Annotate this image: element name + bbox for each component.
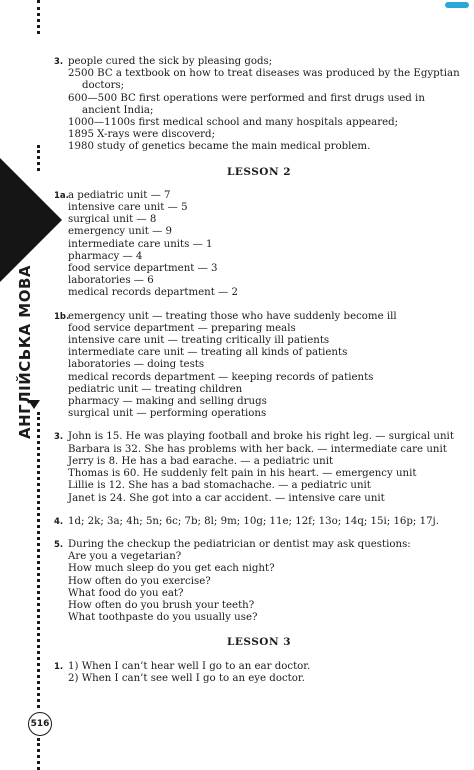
answer-line: pharmacy — 4 [68, 250, 143, 262]
answer-line: 1980 study of genetics became the main medical problem. [68, 141, 371, 153]
answer-line: emergency unit — treating those who have suddenly become ill [68, 310, 397, 322]
answer-line: 1000—1100s first medical school and many hospitals appeared; [68, 117, 399, 129]
answer-line: 2500 BC a textbook on how to treat diseases was produced by the Egyptian doctors; [68, 68, 460, 92]
answer-line: laboratories — 6 [68, 275, 154, 287]
answer-line: pharmacy — making and selling drugs [68, 396, 267, 408]
item-number: 1a. [54, 190, 69, 201]
answer-line: What food do you eat? [68, 587, 184, 599]
answer-line: Are you a vegetarian? [68, 551, 182, 563]
answer-key-content [54, 56, 464, 685]
item-number: 4. [54, 516, 64, 527]
answer-block-4 [54, 516, 464, 528]
answer-block-1b [54, 311, 464, 421]
answer-line: surgical unit — 8 [68, 214, 157, 226]
answer-line: laboratories — doing tests [68, 359, 205, 371]
answer-block-l3-1 [54, 661, 464, 685]
answer-line: intensive care unit — 5 [68, 202, 188, 214]
answer-line: 1895 X-rays were discoverd; [68, 129, 216, 141]
answer-line: How much sleep do you get each night? [68, 563, 275, 575]
lesson-heading: LESSON 2 [226, 165, 292, 178]
answer-line: emergency unit — 9 [68, 226, 173, 238]
answer-line: Lillie is 12. She has a bad stomachache. — a pediatric unit [68, 480, 371, 492]
sidebar-dotted-rule-bottom [37, 738, 40, 770]
answer-block-5 [54, 539, 464, 624]
sidebar-subject-title: АНГЛІЙСЬКА МОВА [16, 264, 34, 440]
answer-block-3-cases [54, 431, 464, 504]
answer-line: food service department — 3 [68, 263, 218, 275]
publisher-logo [445, 2, 469, 8]
answer-line: medical records department — keeping records of patients [68, 371, 374, 383]
item-number: 5. [54, 539, 64, 550]
page-number-badge: 516 [28, 712, 52, 736]
answer-line: 1) When I can’t hear well I go to an ear doctor. [68, 660, 311, 672]
answer-line: Janet is 24. She got into a car accident. — intensive care unit [68, 492, 385, 504]
answer-line: medical records department — 2 [68, 287, 238, 299]
answer-line: pediatric unit — treating children [68, 383, 243, 395]
answer-line: How often do you brush your teeth? [68, 599, 255, 611]
answer-line: During the checkup the pediatrician or dentist may ask questions: [68, 538, 411, 550]
lesson-heading: LESSON 3 [226, 636, 292, 649]
item-number: 1. [54, 661, 64, 672]
sidebar-dotted-rule-lower [37, 412, 40, 708]
sidebar-triangle-marker [0, 158, 62, 282]
answer-block-3-history [54, 56, 464, 154]
answer-line: a pediatric unit — 7 [68, 189, 171, 201]
answer-line: 600—500 BC first operations were performed and first drugs used in ancient India; [68, 92, 425, 116]
answer-line: What toothpaste do you usually use? [68, 612, 258, 624]
sidebar-dotted-rule-top [37, 0, 40, 34]
answer-block-1a [54, 190, 464, 300]
answer-line: 1d; 2k; 3a; 4h; 5n; 6c; 7b; 8l; 9m; 10g; 11e; 12f; 13o; 14q; 15i; 16p; 17j. [68, 515, 439, 527]
answer-line: intermediate care unit — treating all kinds of patients [68, 347, 348, 359]
item-number: 3. [54, 432, 64, 443]
answer-line: food service department — preparing meals [68, 322, 296, 334]
answer-line: Thomas is 60. He suddenly felt pain in his heart. — emergency unit [68, 468, 417, 480]
answer-line: John is 15. He was playing football and broke his right leg. — surgical unit [68, 431, 454, 443]
item-number: 3. [54, 57, 64, 67]
answer-line: intensive care unit — treating critically ill patients [68, 335, 330, 347]
answer-line: Jerry is 8. He has a bad earache. — a pediatric unit [68, 455, 334, 467]
answer-line: 2) When I can’t see well I go to an eye doctor. [68, 672, 305, 684]
sidebar-arrow-icon [28, 400, 40, 409]
answer-line: How often do you exercise? [68, 575, 211, 587]
answer-line: surgical unit — performing operations [68, 408, 267, 420]
answer-line: Barbara is 32. She has problems with her back. — intermediate care unit [68, 443, 447, 455]
answer-line: intermediate care units — 1 [68, 238, 213, 250]
answer-line: people cured the sick by pleasing gods; [68, 56, 273, 67]
item-number: 1b. [54, 311, 70, 322]
